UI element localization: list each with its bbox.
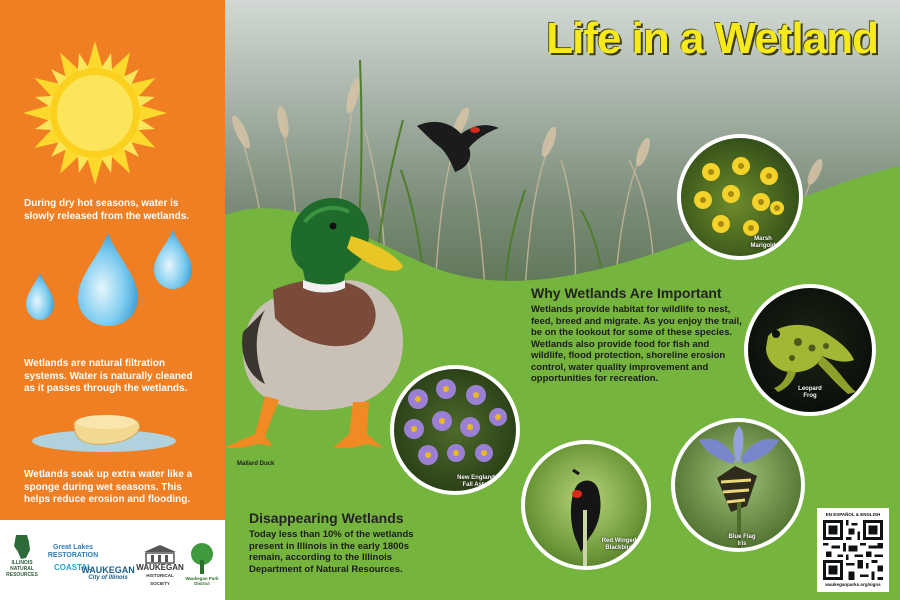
new-england-aster-photo <box>390 365 520 495</box>
aster-flowers-icon <box>394 369 516 491</box>
blue-flag-iris-caption: Blue Flag Iris <box>728 534 756 547</box>
red-winged-blackbird-flying-icon <box>413 112 503 176</box>
qr-top-text: EN ESPAÑOL & ENGLISH <box>825 512 881 517</box>
disappearing-wetlands-heading: Disappearing Wetlands <box>249 510 404 526</box>
disappearing-wetlands-body: Today less than 10% of the wetlands present in Illinois in the early 1800s remain, according to the Illinois Department of Natural Resources. <box>249 529 414 575</box>
building-icon <box>143 544 177 564</box>
waukegan-historical-society-logo: WAUKEGAN HISTORICAL SOCIETY <box>136 544 184 588</box>
red-winged-blackbird-caption: Red Winged Blackbird <box>601 538 637 551</box>
red-winged-blackbird-photo <box>521 440 651 570</box>
water-drops-icon <box>20 228 205 328</box>
marigold-flowers-icon <box>681 138 799 256</box>
qr-code[interactable] <box>823 520 883 580</box>
dry-season-text: During dry hot seasons, water is slowly released from the wetlands. <box>24 198 190 222</box>
marsh-marigold-caption: Marsh Marigold <box>750 236 776 249</box>
qr-code-panel <box>817 508 889 592</box>
sun-icon <box>20 38 170 188</box>
illinois-map-icon <box>12 534 32 560</box>
iris-flower-icon <box>675 422 801 548</box>
sponsor-logos <box>0 520 225 600</box>
tree-icon <box>189 542 215 576</box>
sidebar <box>0 0 225 600</box>
sponge-icon <box>22 408 212 458</box>
waukegan-city-logo: WAUKEGAN City of Illinois <box>81 565 135 581</box>
why-wetlands-heading: Why Wetlands Are Important <box>531 285 722 301</box>
main-panel <box>225 0 900 600</box>
park-district-logo: Waukegan Park District <box>184 542 220 586</box>
illinois-dnr-logo: ILLINOIS NATURAL RESOURCES <box>6 534 38 592</box>
new-england-aster-caption: New England Fall Aster <box>457 475 495 488</box>
great-lakes-restoration-logo: Great Lakes RESTORATION COASTAL <box>47 544 99 572</box>
page-title: Life in a Wetland <box>546 14 878 63</box>
why-wetlands-body: Wetlands provide habitat for wildlife to nest, feed, breed and migrate. As you enjoy the trail, be on the lookout for some of these species. Wetlands also provide food for fish and wildlife, flood protection, shoreline erosion control, water quality improvement and opportunities for recreation. <box>531 304 742 384</box>
filtration-text: Wetlands are natural filtration systems. Water is naturally cleaned as it passes through the wetlands. <box>24 358 193 394</box>
sponge-text: Wetlands soak up extra water like a sponge during wet seasons. This helps reduce erosion and flooding. <box>24 469 193 505</box>
qr-bottom-text: waukeganparks.org/signs <box>825 582 881 587</box>
blue-flag-iris-photo <box>671 418 805 552</box>
leopard-frog-photo <box>744 284 876 416</box>
marsh-marigold-photo <box>677 134 803 260</box>
leopard-frog-caption: Leopard Frog <box>798 386 822 399</box>
mallard-duck-caption: Mallard Duck <box>237 461 275 467</box>
